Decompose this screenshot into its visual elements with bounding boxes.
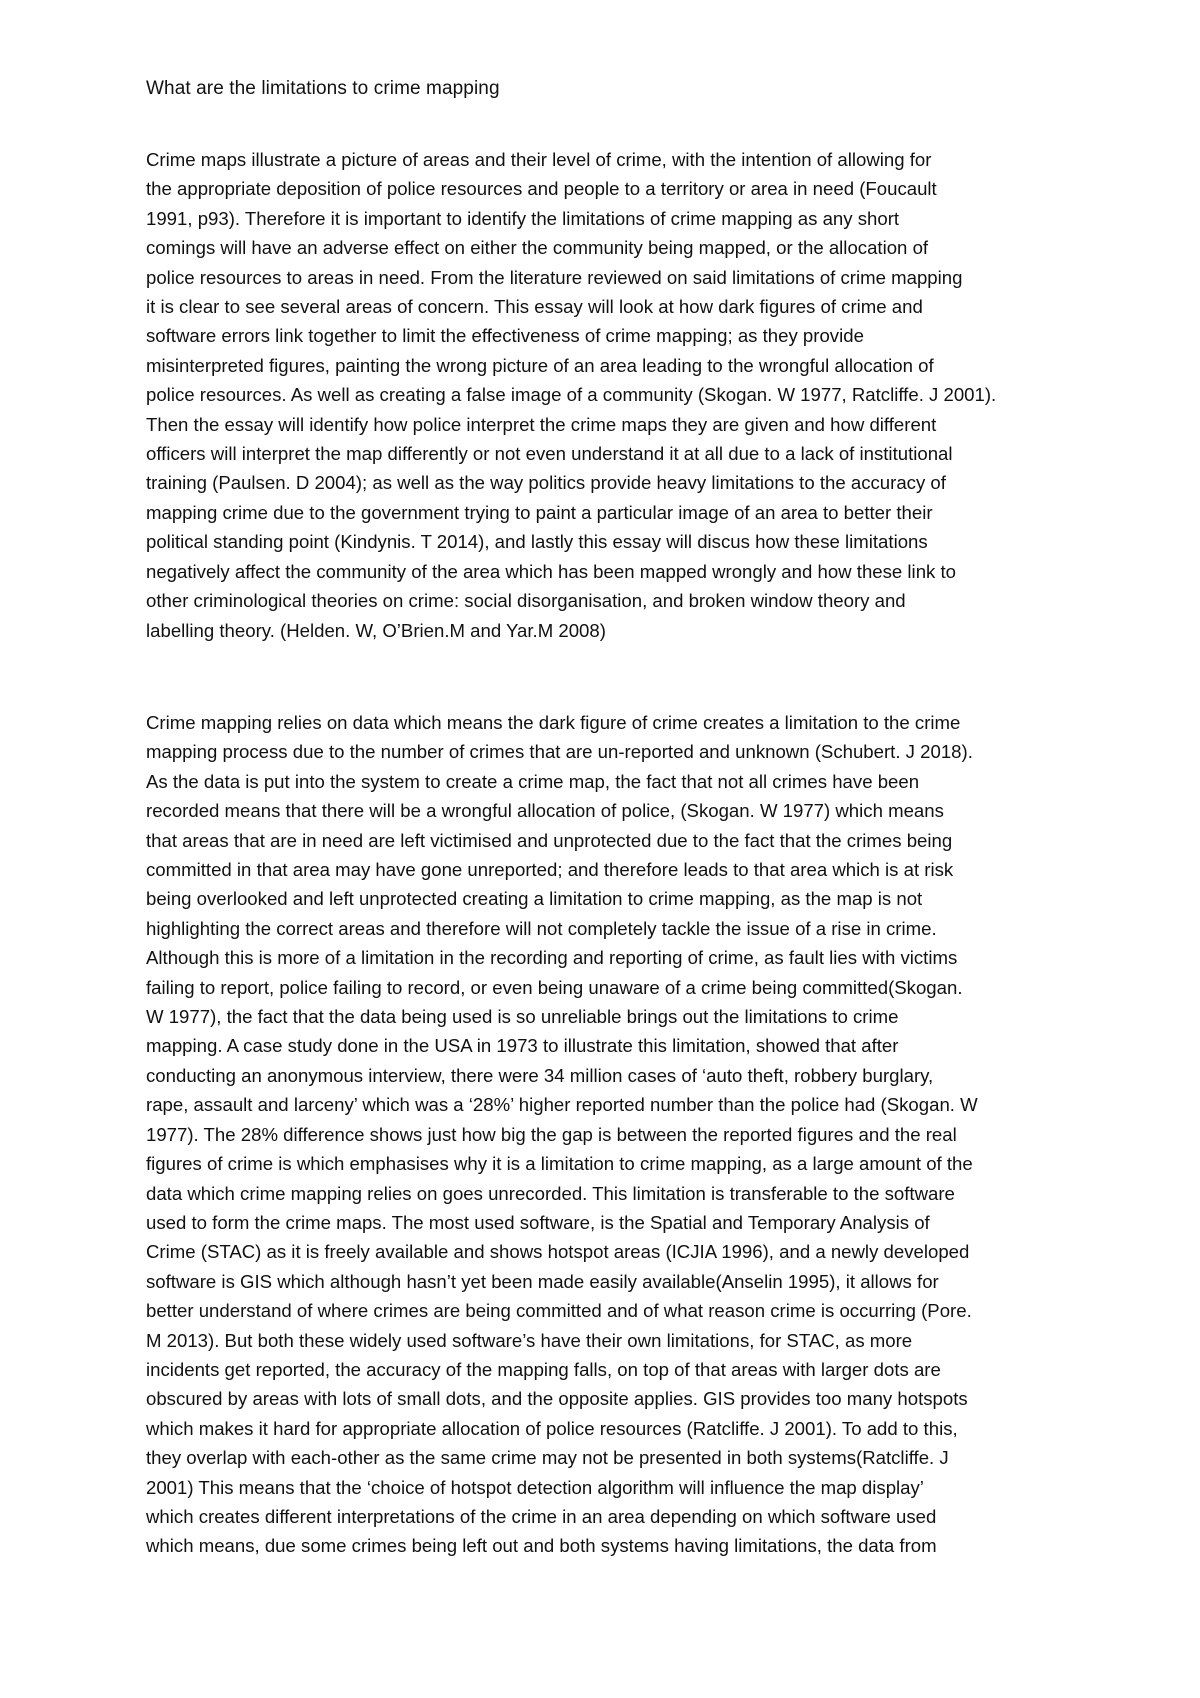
- paragraph-dark-figure: Crime mapping relies on data which means the dark figure of crime creates a limitation to the crime mapping process due to the number of crimes that are un-reported and unknown (Schubert. J 2018). As the data is put into the system to create a crime map, the fact that not all crimes have been recorded means that there will be a wrongful allocation of police, (Skogan. W 1977) which means that areas that are in need are left victimised and unprotected due to the fact that the crimes being committed in that area may have gone unreported; and therefore leads to that area which is at risk being overlooked and left unprotected creating a limitation to crime mapping, as the map is not highlighting the correct areas and therefore will not completely tackle the issue of a rise in crime. Although this is more of a limitation in the recording and reporting of crime, as fault lies with victims failing to report, police failing to record, or even being unaware of a crime being committed(Skogan. W 1977), the fact that the data being used is so unreliable brings out the limitations to crime mapping. A case study done in the USA in 1973 to illustrate this limitation, showed that after conducting an anonymous interview, there were 34 million cases of ‘auto theft, robbery burglary, rape, assault and larceny’ which was a ‘28%’ higher reported number than the police had (Skogan. W 1977). The 28% difference shows just how big the gap is between the reported figures and the real figures of crime is which emphasises why it is a limitation to crime mapping, as a large amount of the data which crime mapping relies on goes unrecorded. This limitation is transferable to the software used to form the crime maps. The most used software, is the Spatial and Temporary Analysis of Crime (STAC) as it is freely available and shows hotspot areas (ICJIA 1996), and a newly developed software is GIS which although hasn’t yet been made easily available(Anselin 1995), it allows for better understand of where crimes are being committed and of what reason crime is occurring (Pore. M 2013). But both these widely used software’s have their own limitations, for STAC, as more incidents get reported, the accuracy of the mapping falls, on top of that areas with larger dots are obscured by areas with lots of small dots, and the opposite applies. GIS provides too many hotspots which makes it hard for appropriate allocation of police resources (Ratcliffe. J 2001). To add to this, they overlap with each-other as the same crime may not be presented in both systems(Ratcliffe. J 2001) This means that the ‘choice of hotspot detection algorithm will influence the map display’ which creates different interpretations of the crime in an area depending on which software used which means, due some crimes being left out and both systems having limitations, the data from: [146, 712, 978, 1557]
- paragraph-introduction: Crime maps illustrate a picture of areas and their level of crime, with the intention of allowing for the appropriate deposition of police resources and people to a territory or area in need (Foucault 1991, p93). Therefore it is important to identify the limitations of crime mapping as any short comings will have an adverse effect on either the community being mapped, or the allocation of police resources to areas in need. From the literature reviewed on said limitations of crime mapping it is clear to see several areas of concern. This essay will look at how dark figures of crime and software errors link together to limit the effectiveness of crime mapping; as they provide misinterpreted figures, painting the wrong picture of an area leading to the wrongful allocation of police resources. As well as creating a false image of a community (Skogan. W 1977, Ratcliffe. J 2001). Then the essay will identify how police interpret the crime maps they are given and how different officers will interpret the map differently or not even understand it at all due to a lack of institutional training (Paulsen. D 2004); as well as the way politics provide heavy limitations to the accuracy of mapping crime due to the government trying to paint a particular image of an area to better their political standing point (Kindynis. T 2014), and lastly this essay will discus how these limitations negatively affect the community of the area which has been mapped wrongly and how these link to other criminological theories on crime: social disorganisation, and broken window theory and labelling theory. (Helden. W, O’Brien.M and Yar.M 2008): [146, 149, 997, 641]
- document-title: What are the limitations to crime mapping: [146, 78, 500, 99]
